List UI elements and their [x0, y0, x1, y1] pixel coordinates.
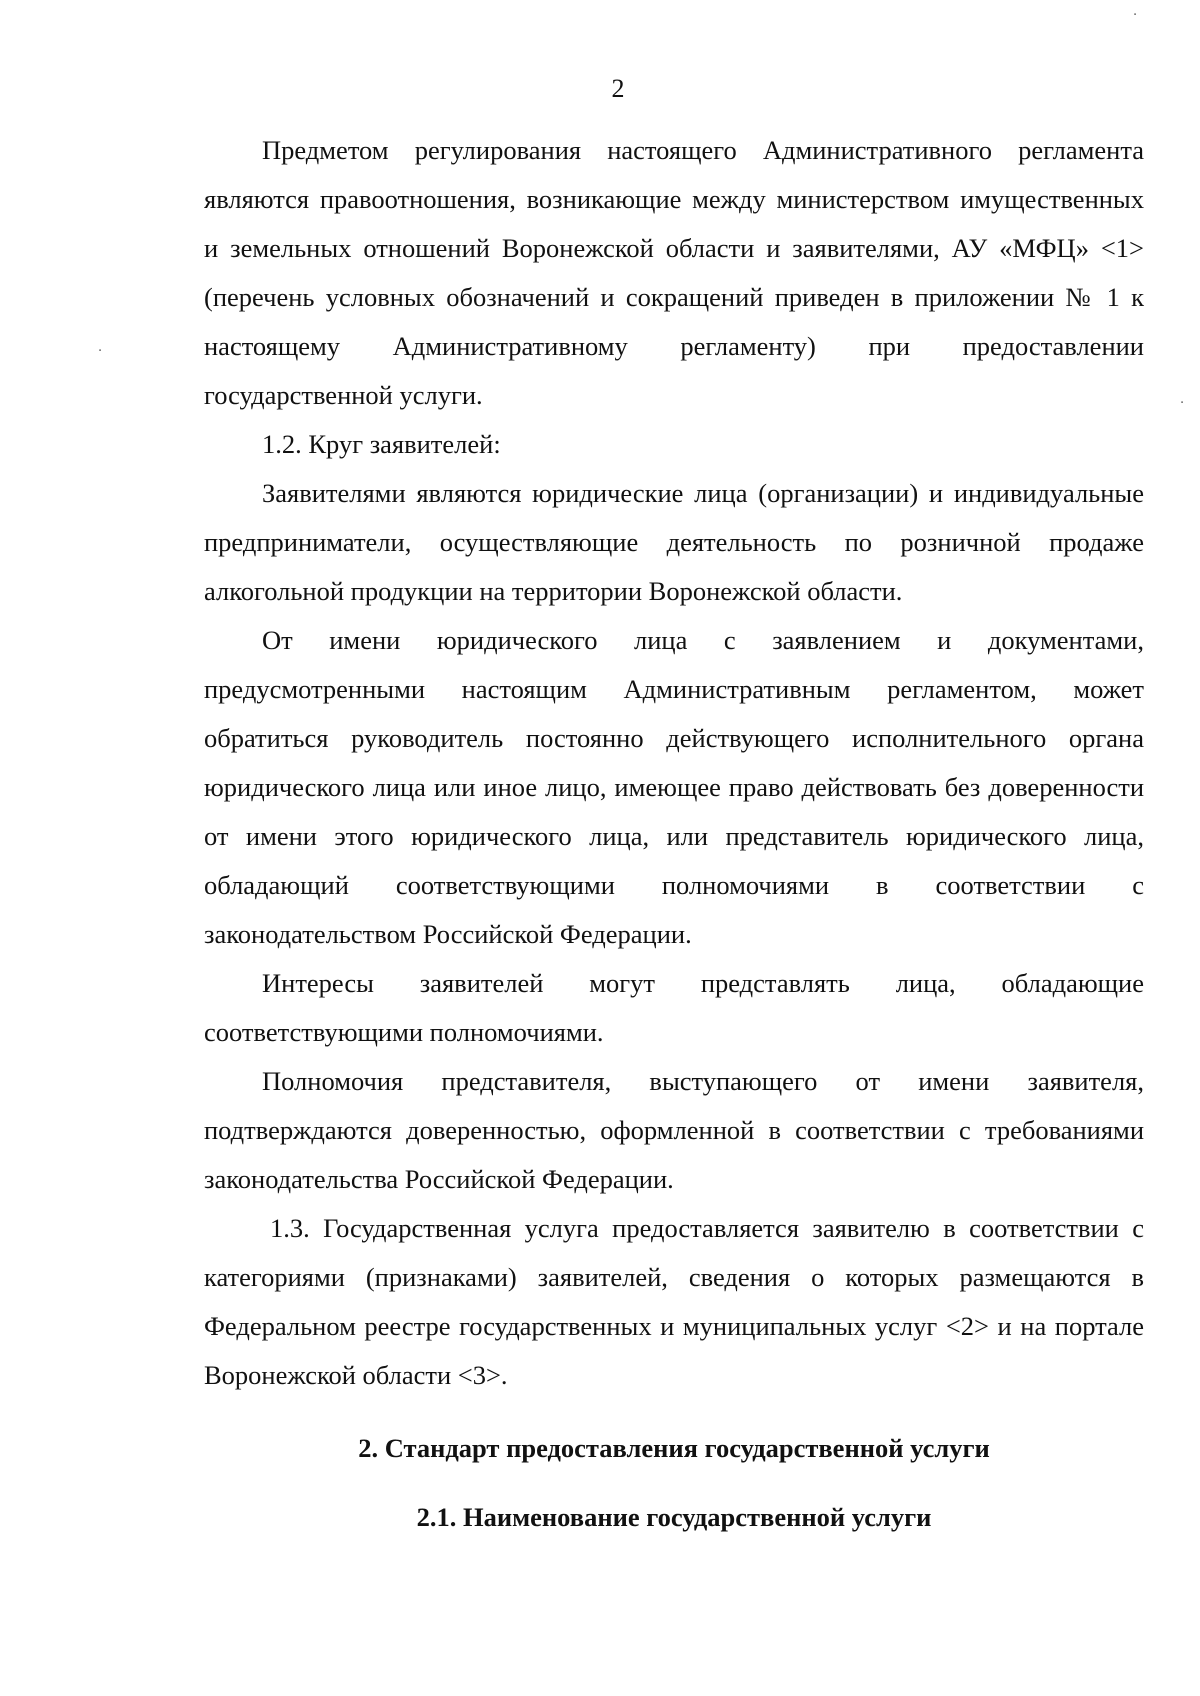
paragraph-applicant-interests: Интересы заявителей могут представлять лица, обладающие соответствующими полномочиями.: [204, 968, 1144, 1047]
section-heading-service-name: 2.1. Наименование государственной услуги: [416, 1502, 932, 1532]
paragraph-service-categories: 1.3. Государственная услуга предоставляется заявителю в соответствии с категориями (признаками) заявителей, сведения о которых размещаются в Федеральном реестре государственных и муниципальных услуг <2> и на портале Воронежской области <3>.: [204, 1213, 1144, 1390]
scan-artifact: ·: [1180, 396, 1185, 411]
scan-artifact: ·: [1133, 8, 1138, 23]
document-body: [204, 126, 1144, 1542]
paragraph-applicants-heading: 1.2. Круг заявителей:: [262, 429, 501, 459]
paragraph-subject-of-regulation: Предметом регулирования настоящего Административного регламента являются правоотношения, возникающие между министерством имущественных и земельных отношений Воронежской области и заявителями, АУ «МФЦ» <1> (перечень условных обозначений и сокращений приведен в приложении № 1 к настоящему Административному регламенту) при предоставлении государственной услуги.: [204, 135, 1144, 410]
page-number: 2: [611, 74, 625, 103]
paragraph-legal-entity-representation: От имени юридического лица с заявлением и документами, предусмотренными настоящим Административным регламентом, может обратиться руководитель постоянно действующего исполнительного органа юридического лица или иное лицо, имеющее право действовать без доверенности от имени этого юридического лица, или представитель юридического лица, обладающий соответствующими полномочиями в соответствии с законодательством Российской Федерации.: [204, 625, 1144, 949]
scan-artifact: ·: [98, 344, 103, 359]
paragraph-representative-powers: Полномочия представителя, выступающего от имени заявителя, подтверждаются доверенностью, оформленной в соответствии с требованиями законодательства Российской Федерации.: [204, 1066, 1144, 1194]
paragraph-applicants: Заявителями являются юридические лица (организации) и индивидуальные предприниматели, осуществляющие деятельность по розничной продаже алкогольной продукции на территории Воронежской области.: [204, 478, 1144, 606]
section-heading-standard: 2. Стандарт предоставления государственной услуги: [358, 1433, 990, 1463]
